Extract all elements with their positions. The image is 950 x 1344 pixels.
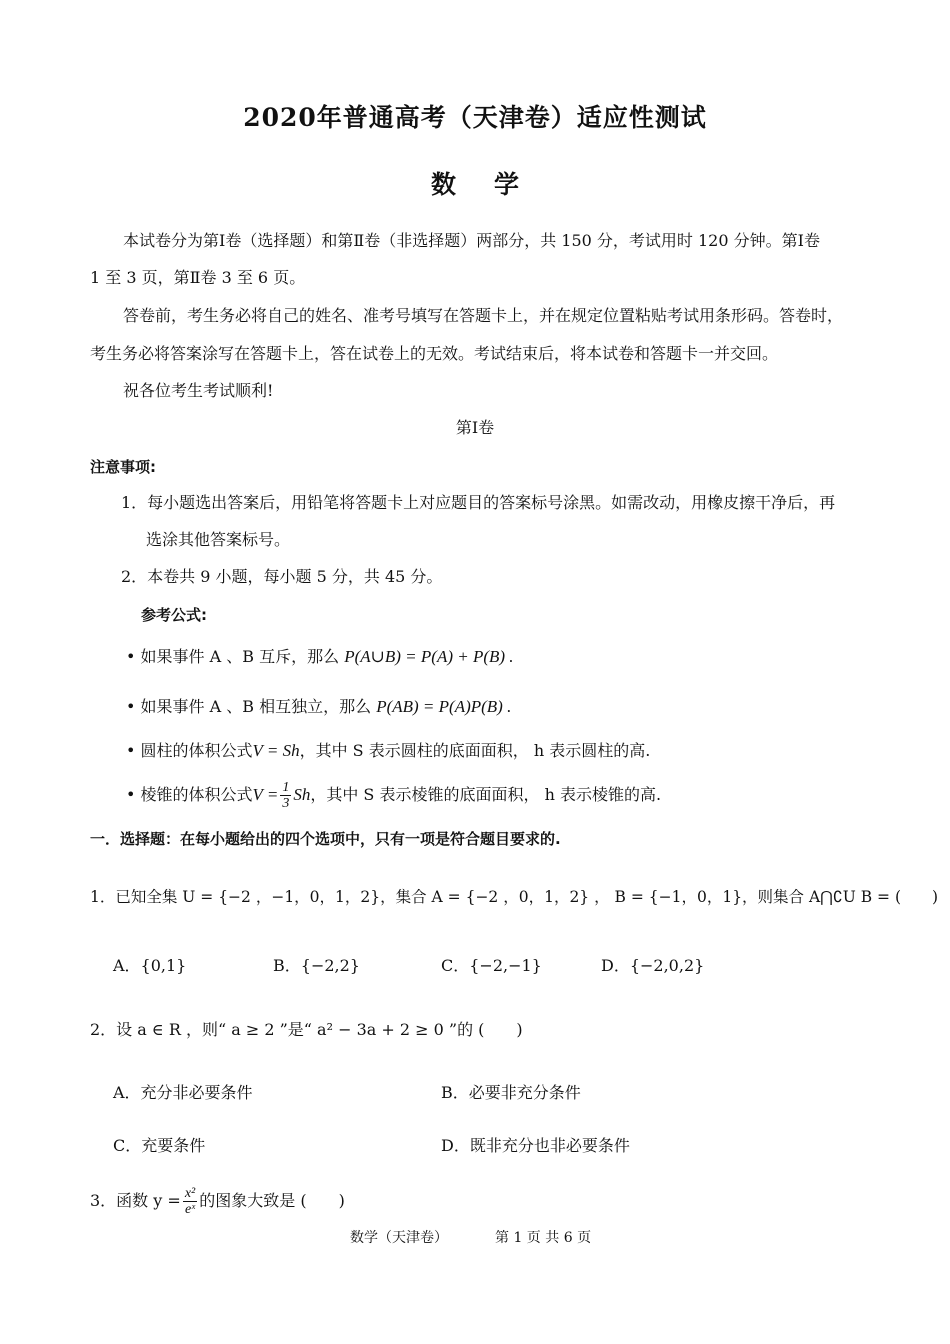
formula-title: 参考公式: [141,606,207,624]
formula-2-text: • 如果事件 A 、B 相互独立，那么 [126,697,372,716]
formula-4 [126,772,661,818]
formula-1-text: • 如果事件 A 、B 互斥，那么 [126,647,340,666]
formula-4-numerator: 1 [282,779,290,795]
question-3-stem [90,1178,345,1224]
question-3-numerator: x² [184,1185,196,1201]
question-3-fraction [183,1186,197,1217]
question-3-suffix: 的图象大致是 ( ) [199,1191,345,1210]
notice-title: 注意事项: [90,458,156,476]
notice-2: 2．本卷共 9 小题，每小题 5 分，共 45 分。 [121,567,443,586]
question-2-option-b: B．必要非充分条件 [441,1083,581,1102]
question-2-option-c: C．充要条件 [113,1136,206,1155]
formula-3-text-b: ，其中 S 表示圆柱的底面面积， h 表示圆柱的高. [299,741,651,760]
formula-2-math: P(AB) = P(A)P(B) . [376,697,512,716]
formula-4-sh: Sh [293,785,311,804]
notice-1-line-1: 1．每小题选出答案后，用铅笔将答题卡上对应题目的答案标号涂黑。如需改动，用橡皮擦干净后，再 [121,493,836,512]
question-1-option-d: D．{−2,0,2} [601,956,705,975]
intro-line-3: 答卷前，考生务必将自己的姓名、准考号填写在答题卡上，并在规定位置粘贴考试用条形码。答卷时， [123,306,844,325]
question-1-stem: 1．已知全集 U = {−2 ，−1，0，1，2}，集合 A = {−2 ，0，1，2} ， B = {−1，0，1}，则集合 A⋂∁U B = ( ) [90,888,939,906]
subject-title: 数学 [430,170,557,199]
question-3-prefix: 3．函数 y = [90,1191,181,1210]
footer-page-number: 第 1 页 共 6 页 [495,1230,592,1246]
formula-4-denominator: 3 [282,795,290,811]
document-title: 2020年普通高考（天津卷）适应性测试 [243,103,707,132]
part-1-heading: 一．选择题：在每小题给出的四个选项中，只有一项是符合题目要求的. [90,830,561,848]
question-2-stem: 2．设 a ∈ R ，则“ a ≥ 2 ”是“ a² − 3a + 2 ≥ 0 ”的 ( ) [90,1020,523,1039]
section-label: 第Ⅰ卷 [455,418,495,437]
formula-4-text-b: ，其中 S 表示棱锥的底面面积， h 表示棱锥的高. [310,785,662,804]
question-2-option-a: A．充分非必要条件 [113,1083,253,1102]
formula-3-text-a: • 圆柱的体积公式 [126,741,253,760]
question-3-denominator: eˣ [184,1201,196,1217]
question-1-option-c: C．{−2,−1} [441,956,542,975]
question-1-option-a: A．{0,1} [113,956,187,975]
question-2-option-d: D．既非充分也非必要条件 [441,1136,630,1155]
formula-1 [126,647,514,667]
question-1-option-b: B．{−2,2} [273,956,360,975]
footer-subject: 数学（天津卷） [350,1230,448,1246]
intro-line-4: 考生务必将答案涂写在答题卡上，答在试卷上的无效。考试结束后，将本试卷和答题卡一并交回。 [90,344,779,363]
formula-4-fraction [280,780,291,811]
formula-2 [126,697,511,717]
formula-3 [126,741,650,761]
formula-3-math: V = Sh [252,741,300,760]
intro-line-2: 1 至 3 页，第Ⅱ卷 3 至 6 页。 [90,268,306,287]
notice-1-line-2: 选涂其他答案标号。 [146,530,291,549]
formula-1-math: P(A∪B) = P(A) + P(B) . [344,647,514,666]
intro-wish: 祝各位考生考试顺利! [123,381,274,400]
formula-4-v: V = [252,785,279,804]
intro-line-1: 本试卷分为第Ⅰ卷（选择题）和第Ⅱ卷（非选择题）两部分，共 150 分，考试用时 120 分钟。第Ⅰ卷 [123,231,820,250]
formula-4-text-a: • 棱锥的体积公式 [126,785,253,804]
